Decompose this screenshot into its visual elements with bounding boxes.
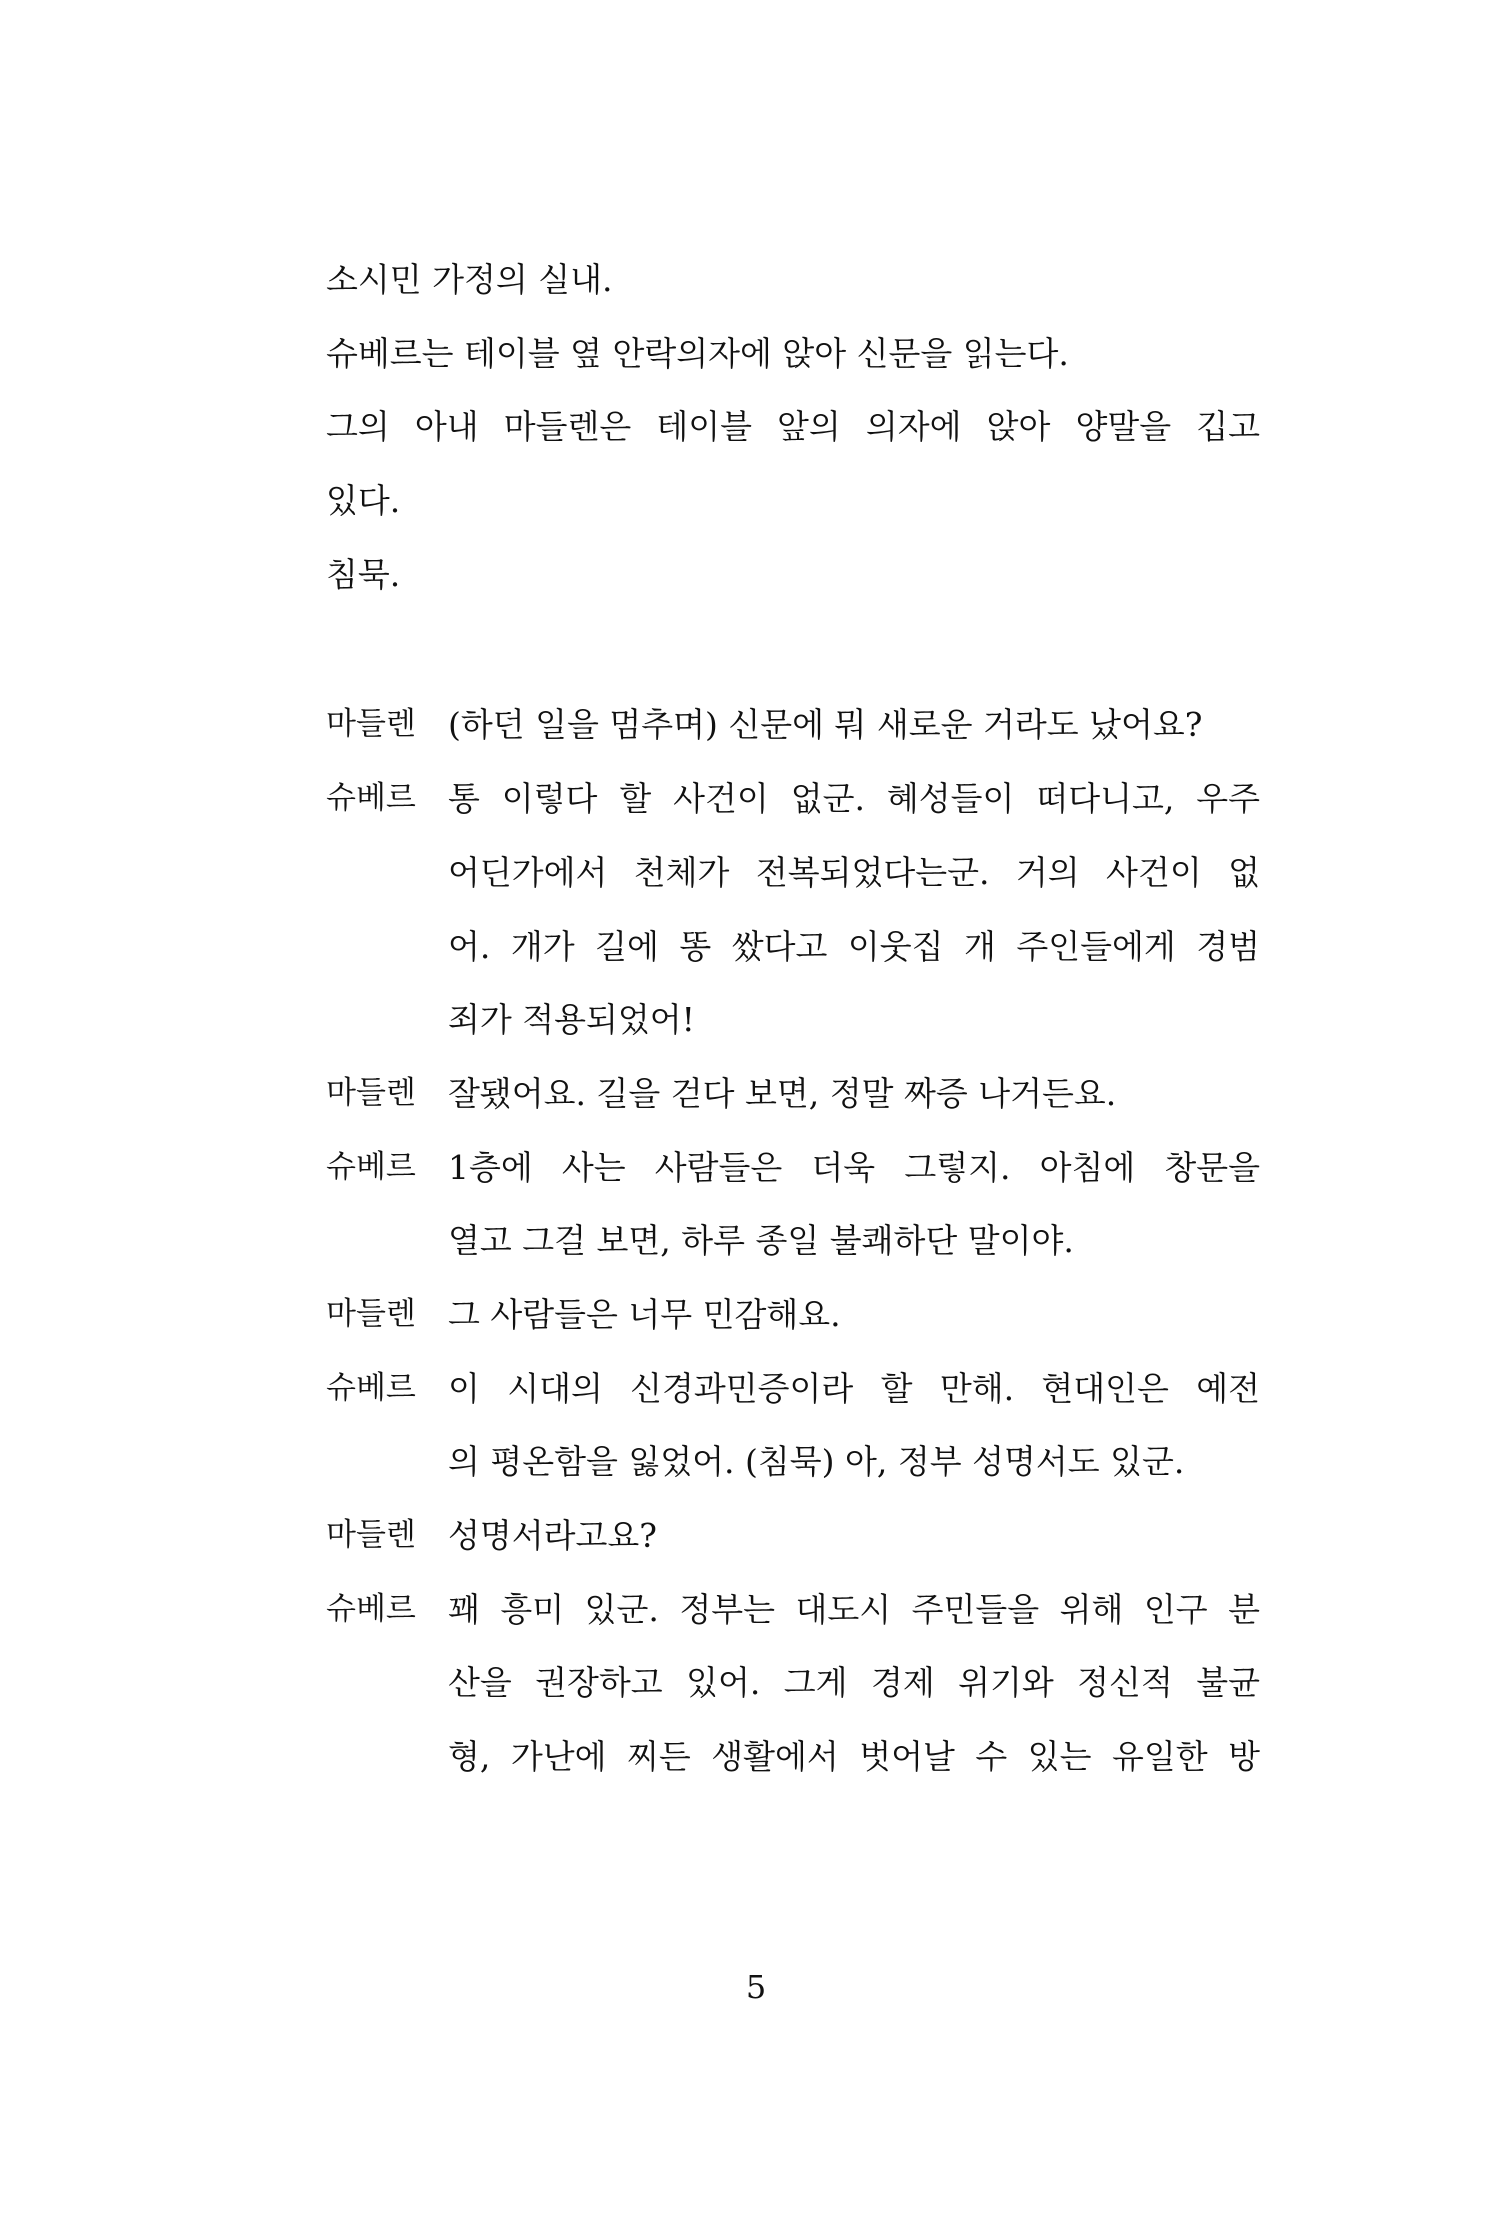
speech-line: 형, 가난에 찌든 생활에서 벗어날 수 있는 유일한 방: [448, 1737, 1260, 1777]
stage-direction-line: 그의 아내 마들렌은 테이블 앞의 의자에 앉아 양말을 깁고: [326, 407, 1260, 447]
speech-line: 꽤 흥미 있군. 정부는 대도시 주민들을 위해 인구 분: [448, 1589, 1260, 1629]
speech-line: 열고 그걸 보면, 하루 종일 불쾌하단 말이야.: [448, 1221, 1074, 1261]
speech-text: [448, 1573, 1260, 1794]
speech-text: [448, 688, 1260, 762]
dialogue-entry: [326, 1278, 1260, 1352]
dialogue-entry: [326, 1573, 1260, 1794]
speech-line: 죄가 적용되었어!: [448, 1000, 695, 1040]
page-number: 5: [745, 1968, 767, 2006]
speech-line: 1층에 사는 사람들은 더욱 그렇지. 아침에 창문을: [448, 1147, 1260, 1187]
dialogue-section: [326, 688, 1260, 1793]
stage-direction-line: 소시민 가정의 실내.: [326, 260, 613, 299]
dialogue-entry: [326, 1131, 1260, 1278]
stage-direction-line: 있다.: [326, 481, 401, 521]
stage-direction-line: 슈베르는 테이블 옆 안락의자에 앉아 신문을 읽는다.: [326, 333, 1069, 373]
speaker-name: 마들렌: [326, 1295, 416, 1332]
speech-line: (하던 일을 멈추며) 신문에 뭐 새로운 거라도 났어요?: [448, 705, 1203, 745]
speech-line: 이 시대의 신경과민증이라 할 만해. 현대인은 예전: [448, 1368, 1260, 1408]
dialogue-entry: [326, 762, 1260, 1057]
speech-line: 성명서라고요?: [448, 1516, 657, 1555]
speech-text: [448, 1057, 1260, 1131]
dialogue-entry: [326, 1499, 1260, 1573]
script-page: [326, 243, 1260, 1794]
speech-text: [448, 1131, 1260, 1278]
speech-line: 어. 개가 길에 똥 쌌다고 이웃집 개 주인들에게 경범: [448, 926, 1260, 966]
speaker-name: 슈베르: [326, 1590, 416, 1627]
speech-text: [448, 1278, 1260, 1352]
stage-direction-line: 침묵.: [326, 554, 401, 594]
stage-directions: [326, 243, 1260, 611]
speaker-name: 슈베르: [326, 1369, 416, 1406]
speech-text: [448, 1499, 1260, 1573]
section-gap: [326, 611, 1260, 688]
speech-line: 잘됐어요. 길을 걷다 보면, 정말 짜증 나거든요.: [448, 1073, 1117, 1113]
speech-line: 의 평온함을 잃었어. (침묵) 아, 정부 성명서도 있군.: [448, 1442, 1185, 1482]
dialogue-entry: [326, 1352, 1260, 1499]
speech-line: 통 이렇다 할 사건이 없군. 혜성들이 떠다니고, 우주: [448, 779, 1260, 819]
speech-line: 그 사람들은 너무 민감해요.: [448, 1294, 841, 1334]
speaker-name: 슈베르: [326, 780, 416, 817]
speech-line: 어딘가에서 천체가 전복되었다는군. 거의 사건이 없: [448, 852, 1260, 892]
dialogue-entry: [326, 688, 1260, 762]
speech-text: [448, 1352, 1260, 1499]
speech-line: 산을 권장하고 있어. 그게 경제 위기와 정신적 불균: [448, 1663, 1260, 1703]
speaker-name: 마들렌: [326, 1517, 416, 1553]
speaker-name: 마들렌: [326, 706, 416, 743]
speech-text: [448, 762, 1260, 1057]
speaker-name: 슈베르: [326, 1148, 416, 1185]
speaker-name: 마들렌: [326, 1074, 416, 1111]
dialogue-entry: [326, 1057, 1260, 1131]
